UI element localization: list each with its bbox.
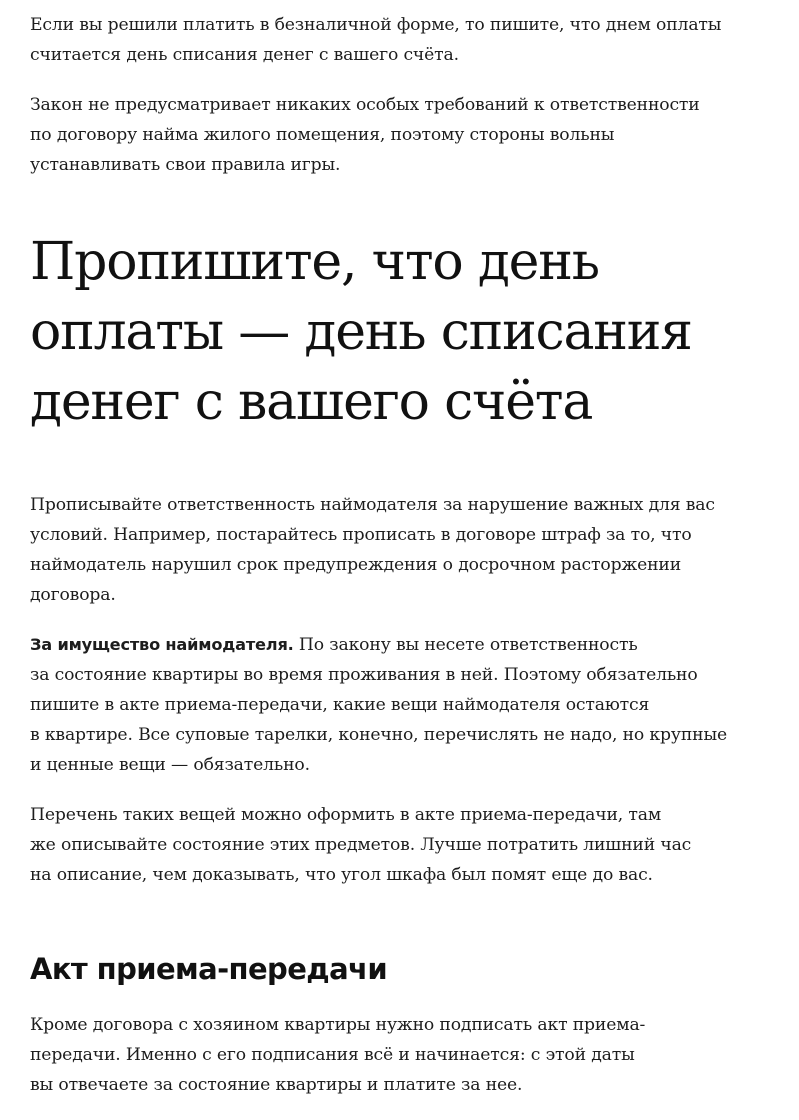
text-line: вы отвечаете за состояние квартиры и платите за нее. [30,1075,523,1095]
text-line: в квартире. Все суповые тарелки, конечно, перечислять не надо, но крупные [30,725,728,745]
text-line: и ценные вещи — обязательно. [30,755,310,775]
text-line: же описывайте состояние этих предметов. Лучше потратить лишний час [30,835,692,855]
text-line: Если вы решили платить в безналичной форме, то пишите, что днем оплаты [30,15,722,35]
text-line: наймодатель нарушил срок предупреждения о досрочном расторжении [30,555,682,575]
text-line: договора. [30,585,116,605]
text-line [30,630,790,660]
heading-line: денег с вашего счёта [30,372,593,432]
text-line: Кроме договора с хозяином квартиры нужно подписать акт приема- [30,1015,646,1035]
paragraph-acceptance-act [30,1010,790,1100]
text-line: за состояние квартиры во время проживания в ней. Поэтому обязательно [30,665,698,685]
text-line: по договору найма жилого помещения, поэтому стороны вольны [30,125,615,145]
text-line: на описание, чем доказывать, что угол шкафа был помят еще до вас. [30,865,653,885]
text-line: передачи. Именно с его подписания всё и начинается: с этой даты [30,1045,635,1065]
heading-line: оплаты — день списания [30,302,692,362]
text-line: устанавливать свои правила игры. [30,155,341,175]
text-line: Перечень таких вещей можно оформить в акте приема-передачи, там [30,805,662,825]
heading-line: Пропишите, что день [30,232,599,292]
intro-paragraph-1 [30,10,790,70]
paragraph-items-list [30,800,790,890]
paragraph-landlord-property [30,630,790,780]
section-heading [30,227,790,437]
text-line: Прописывайте ответственность наймодателя за нарушение важных для вас [30,495,715,515]
bold-lead: За имущество наймодателя. [30,635,294,654]
intro-paragraph-2 [30,90,790,180]
text-line: пишите в акте приема-передачи, какие вещи наймодателя остаются [30,695,650,715]
subheading-acceptance-act: Акт приема-передачи [30,952,388,986]
text-run: По закону вы несете ответственность [293,635,638,655]
paragraph-responsibility [30,490,790,610]
text-line: Закон не предусматривает никаких особых требований к ответственности [30,95,700,115]
text-line: считается день списания денег с вашего счёта. [30,45,459,65]
text-line: условий. Например, постарайтесь прописать в договоре штраф за то, что [30,525,692,545]
